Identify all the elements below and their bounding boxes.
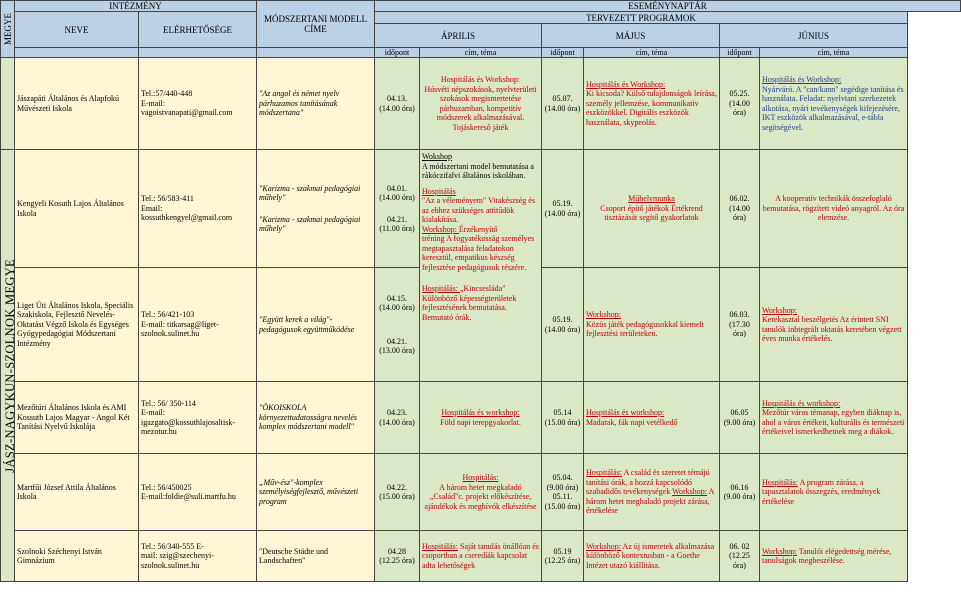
may-date (542, 268, 584, 382)
apr-idopont-header: időpont (375, 48, 420, 58)
may-topic (584, 454, 720, 531)
may-date (542, 454, 584, 531)
topic-text: A három hetet megkaladó „Család"c. projekt előkészítése, ajándékok és meghívók elkészítése (424, 482, 537, 511)
topic-title: Workshop: (422, 224, 459, 234)
school-contact (139, 150, 257, 268)
date-day: 06.16 (730, 482, 749, 492)
topic-text: A módszertani model bemutatása a rákóczifalvi általános iskolában. (422, 161, 534, 180)
jun-idopont-header: időpont (720, 48, 760, 58)
contact-email-label: E-mail: (141, 408, 165, 417)
table-row (1, 382, 961, 454)
topic-lead: Érzékenyítő (458, 224, 498, 234)
topic-text: Húsvéti népszokások, nyelvterületi szokások megismertetése párhuzamban, kompetitív módszerek alkalmazásával. Tojáskereső játék (424, 84, 537, 132)
date-time: (14.00 óra) (379, 303, 415, 312)
topic-text: Nyárváró. A "can/kann" segédige tanítása és használata. Feladat: nyelvtani szerkezetek alkotása, nyári tevékenységek kifejezésére, IKT eszközök alkalmazásával, e-tábla segítségével. (762, 84, 904, 132)
contact-phone: Tel.:57/440-448 (141, 89, 193, 99)
topic-title: Hospitálás és Workshop: (440, 75, 521, 84)
topic-text: Föld napi terepgyakorlat. (440, 417, 521, 427)
contact-email[interactable]: E-mail: titkarsag@liget-szolnok.sulinet.hu (141, 319, 219, 339)
topic-text: A kooperatív technikák összefoglaló bemutatása, rögzített videó anyagról. Az óra elemzése. (762, 194, 905, 223)
elerhetoseg-header: ELÉRHETŐSÉGE (139, 12, 257, 48)
model-title-1: "Karizma - szakmai pedagógiai műhely" (259, 183, 361, 202)
topic-title: Hospitálás: (762, 477, 798, 487)
model-title (257, 150, 375, 268)
topic-text: Mezőtúr város témanap, egyben diáknap is, ahol a város értékeit, kulturális és természeti értékeivel ismerkedhetnek meg a diákok. (762, 408, 905, 436)
topic-lead: „Kincsesláda" (460, 284, 506, 293)
topic-text: Különböző képességterületek fejlesztésének bemutatása. Bemutató órák. (422, 293, 517, 322)
date-day: 06. 02 (729, 541, 750, 551)
jun-topic (760, 150, 908, 268)
aprilis-header: ÁPRILIS (375, 24, 542, 48)
topic-title: Hospitálás: (422, 284, 460, 293)
date-day: 04.01. (387, 183, 407, 193)
topic-title: Műhelymunka (628, 194, 675, 204)
may-date (542, 382, 584, 454)
topic-text: Tanulói elégedettség mérése, tanulságok megbeszélése. (762, 546, 892, 565)
table-row (1, 58, 961, 150)
date-day: 05.07. (552, 94, 573, 103)
date-day: 04.21. (387, 214, 407, 224)
apr-topic (420, 382, 542, 454)
topic-title: Hospitálás és Workshop: (762, 75, 842, 84)
topic-title: Hospitálás: (422, 541, 458, 551)
model-title: "Együtt kerek a világ"- pedagógusok együttműködése (257, 268, 375, 382)
may-cim-header: cím, téma (584, 48, 720, 58)
elerhetoseg-sub (139, 48, 257, 58)
jun-topic (760, 268, 908, 382)
megye-header-label: MEGYE (3, 13, 13, 45)
topic-title: Hospitálás (422, 186, 456, 196)
date-time: (14.00 óra) (544, 324, 581, 334)
date-time: (9.00 óra) (723, 417, 756, 427)
neve-sub (15, 48, 139, 58)
date-time: (17.30 óra) (729, 319, 750, 339)
topic-title: Workshop: (762, 546, 797, 556)
apr-date (375, 531, 420, 582)
topic-text: Közös játék pedagógusokkal kiemelt fejlesztési területeken. (586, 319, 704, 339)
school-contact (139, 454, 257, 531)
esemenynaptar-header: ESEMÉNYNAPTÁR (375, 1, 961, 12)
may-date (542, 531, 584, 582)
may-date (542, 58, 584, 150)
contact-phone: Tel.: 56/340-555 E- (141, 541, 204, 551)
contact-phone: Tel.: 56/450025 (141, 482, 192, 492)
topic-title: Workshop: (586, 310, 621, 320)
tervezett-header: TERVEZETT PROGRAMOK (375, 12, 908, 24)
date-day: 04.22. (387, 482, 407, 492)
topic-text: Az új ismeretek alkalmazása különböző kontextusban - a Goethe Intézet utazó kiállítása. (586, 541, 715, 570)
contact-phone: Tel.: 56/583-411 (141, 194, 194, 204)
county-side-label (1, 150, 15, 582)
date-day: 05.19 (553, 546, 572, 556)
contact-email-domain[interactable]: szolnok.sulinet.hu (141, 560, 200, 570)
date-time: (9.00 óra) (546, 482, 579, 492)
topic-text: Csoport építő játékok Értékrend tisztázását segítő gyakorlatok (600, 203, 703, 223)
megye-header (1, 1, 15, 58)
majus-header: MÁJUS (542, 24, 720, 48)
apr-date (375, 454, 420, 531)
date-time: (9.00 óra) (723, 492, 756, 501)
date-day: 05.14 (553, 408, 572, 417)
date-day: 06.05 (730, 408, 749, 417)
apr-topic (420, 150, 542, 382)
school-contact (139, 382, 257, 454)
may-topic (584, 268, 720, 382)
jun-date (720, 382, 760, 454)
date-time: (14.00 óra) (729, 98, 750, 118)
topic-title: Hospitálás és Workshop: (586, 79, 666, 89)
date-day: 04.13. (387, 94, 407, 103)
modszertani-header: MÓDSZERTANI MODELL CÍME (257, 1, 375, 48)
date-time: (13.00 óra) (379, 346, 415, 355)
model-title: "ÖKOISKOLA környezettudatosságra nevelés komplex módszertani modell" (257, 382, 375, 454)
apr-date (375, 382, 420, 454)
date-day: 05.11. (552, 492, 573, 501)
school-contact (139, 531, 257, 582)
may-topic (584, 58, 720, 150)
school-name: Kengyeli Kosuth Lajos Általános Iskola (15, 150, 139, 268)
contact-phone: Tel.: 56/ 350-114 (141, 398, 196, 408)
school-name: Jászapáti Általános és Alapfokú Művészeti Iskola (15, 58, 139, 150)
date-day: 04.23. (387, 408, 407, 417)
topic-title: Hospitálás: (462, 473, 499, 482)
table-row (1, 454, 961, 531)
table-row (1, 150, 961, 268)
apr-date (375, 268, 420, 382)
jun-topic (760, 58, 908, 150)
date-day: 04.15. (387, 293, 407, 303)
junius-header: JÚNIUS (720, 24, 908, 48)
date-time: (11.00 óra) (379, 224, 415, 233)
date-day: 05.25. (729, 89, 750, 99)
contact-email[interactable]: vagoistvanapati@gmail.com (141, 108, 233, 118)
school-name: Szolnoki Széchenyi István Gimnázium (15, 531, 139, 582)
date-time: (12.25 óra) (729, 551, 750, 570)
topic-text: Madarak, fák napi vetélkedő (586, 417, 678, 427)
date-day: 05.19. (552, 199, 573, 208)
jun-topic (760, 531, 908, 582)
school-name: Mezőtúri Általános Iskola és AMI Kossuth Lajos Magyar - Angol Két Tanítási Nyelvű Iskolája (15, 382, 139, 454)
may-topic (584, 382, 720, 454)
school-contact (139, 58, 257, 150)
jun-date (720, 454, 760, 531)
topic-text: "Az a véleményem" Vitakészség és az ehhez szükséges attitűdök kialakítása. (422, 196, 535, 224)
topic-text: tréning A fogyatékosság személyes megtapasztalása feladatokon keresztül, empatikus készség fejlesztése pedagógusok részére. (422, 234, 535, 272)
date-time: (14.00 óra) (379, 103, 415, 113)
side-cell-top (1, 58, 15, 150)
date-day: 04.28 (388, 546, 406, 556)
model-title-2: "Karizma - szakmai pedagógiai műhely" (259, 214, 361, 233)
school-name: Liget Úti Általános Iskola, Speciális Szakiskola, Fejlesztő Nevelés-Oktatást Végző Iskola és Egységes Gyógypedagógiai Módszertani Intézmény (15, 268, 139, 382)
apr-topic (420, 58, 542, 150)
date-time: (12.25 óra) (379, 556, 415, 565)
may-date (542, 150, 584, 268)
topic-title: Workshop: (672, 487, 707, 497)
topic-title: Workshop: (762, 305, 797, 315)
jun-date (720, 58, 760, 150)
county-label: JÁSZ-NAGYKUN-SZOLNOK MEGYE (3, 258, 17, 473)
jun-cim-header: cím, téma (760, 48, 908, 58)
topic-text: A család és szeretet témájú tanítási órák, a hozzá kapcsolódó szabadidős tevékenységek (586, 468, 710, 497)
date-time: (15.00 óra) (544, 501, 581, 511)
modszertani-sub (257, 48, 375, 58)
date-time: (14.00 óra) (379, 417, 415, 427)
date-day: 05.19. (552, 315, 573, 324)
apr-topic (420, 454, 542, 531)
school-name: Martfűi József Attila Általános Iskola (15, 454, 139, 531)
topic-title: Wokshop (422, 152, 453, 161)
topic-text: Kerekasztal beszélgetés Az érintett SNI tanulók inbtegrált oktatás keretében végzett éves munka értékelés. (762, 315, 902, 343)
jun-date (720, 268, 760, 382)
topic-title: Hospitálás: (586, 468, 622, 478)
date-day: 05.04. (552, 473, 573, 482)
apr-cim-header: cím, téma (420, 48, 542, 58)
jun-topic (760, 454, 908, 531)
model-title: "Az angol és német nyelv párhuzamos tanításának módszertana" (257, 58, 375, 150)
date-time: (15.00 óra) (379, 492, 415, 501)
contact-phone: Tel.: 56/421-103 (141, 310, 195, 320)
intezmeny-header: INTÉZMÉNY (15, 1, 257, 12)
date-time: (12.25 óra) (544, 556, 581, 565)
apr-topic (420, 531, 542, 582)
date-day: 06.03. (729, 310, 750, 320)
date-time: (14.00 óra) (544, 103, 581, 113)
contact-email[interactable]: kossuthkengyel@gmail.com (141, 213, 233, 223)
jun-date (720, 531, 760, 582)
jun-date (720, 150, 760, 268)
topic-title: Workshop: (586, 541, 621, 551)
neve-header: NEVE (15, 12, 139, 48)
topic-text: A program zárása, a tapasztalatok összegzés, eredmények értékelése (762, 477, 881, 506)
contact-email-label: E-mail: (141, 98, 165, 108)
may-idopont-header: időpont (542, 48, 584, 58)
date-time: (14.00 óra) (379, 193, 415, 202)
contact-email-label: Email: (141, 203, 163, 213)
contact-email[interactable]: igazgato@kossuthlajosaltisk-mezotur.hu (141, 417, 236, 436)
topic-text: Saját tanulás önállóan és csoportban a cseredíák kapcsolat adta lehetőségek (422, 541, 539, 570)
topic-title: Hospitálás és workshop: (762, 398, 841, 408)
topic-text: A három hetet meghaladó projekt zárása, értékelése (586, 487, 714, 516)
may-topic (584, 150, 720, 268)
table-row (1, 531, 961, 582)
date-time: (15.00 óra) (544, 417, 581, 427)
contact-email[interactable]: E-mail:foldie@suli.martfu.hu (141, 492, 236, 501)
date-day: 06.02. (729, 194, 750, 204)
date-time: (14.00 óra) (544, 208, 581, 218)
date-day: 04.21. (387, 336, 407, 346)
may-topic (584, 531, 720, 582)
contact-email[interactable]: mail: szig@szechenyi- (141, 551, 214, 561)
model-title: "Deutsche Städte und Landschaften" (257, 531, 375, 582)
topic-title: Hospitálás és workshop: (441, 408, 520, 417)
model-title: „Műv-ész"-komplex személyiségfejlesztő, művészeti program (257, 454, 375, 531)
topic-title: Hospitálás és workshop: (586, 408, 665, 417)
school-contact (139, 268, 257, 382)
date-time: (14.00 óra) (729, 203, 750, 223)
apr-date (375, 58, 420, 150)
topic-text: Ki kicsoda? Külső tulajdonságok leírása, személy jellemzése, kommunikatív eszközökkel. Digitális eszközök használata, skypeolás. (586, 89, 717, 127)
apr-date (375, 150, 420, 268)
jun-topic (760, 382, 908, 454)
